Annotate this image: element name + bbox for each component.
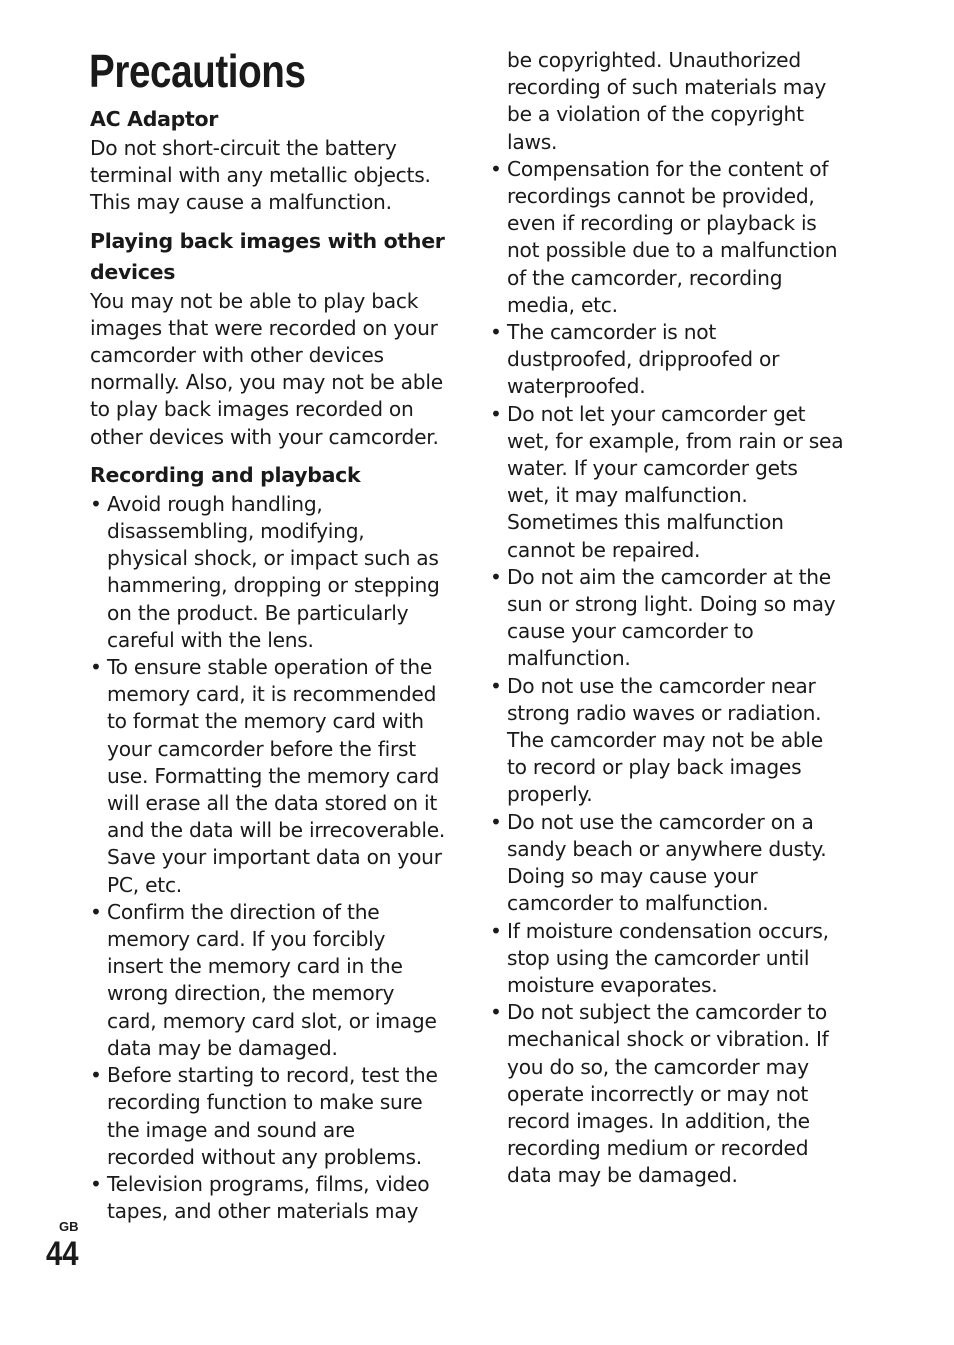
bullet-marker: • [490, 809, 502, 834]
region-label: GB [59, 1219, 79, 1234]
recording-bullet-list-continued [490, 156, 846, 1190]
list-item [490, 319, 846, 401]
list-item-text: Do not let your camcorder get wet, for example, from rain or sea water. If your camcorder gets wet, it may malfunction. Sometimes this malfunction cannot be repaired. [507, 401, 844, 562]
list-item [490, 673, 846, 809]
bullet-marker: • [90, 1063, 102, 1088]
ac-adaptor-text: Do not short-circuit the battery terminal with any metallic objects. This may cause a malfunction. [90, 136, 431, 215]
bullet-marker: • [490, 1000, 502, 1025]
list-item-text: Compensation for the content of recordings cannot be provided, even if recording or playback is not possible due to a malfunction of the camcorder, recording media, etc. [507, 156, 838, 317]
list-item [90, 654, 446, 899]
bullet-marker: • [490, 320, 502, 345]
bullet-marker: • [490, 564, 502, 589]
continued-item-text: be copyrighted. Unauthorized recording of such materials may be a violation of the copyright laws. [507, 48, 827, 154]
list-item-text: Do not use the camcorder on a sandy beach or anywhere dusty. Doing so may cause your camcorder to malfunction. [507, 809, 827, 916]
bullet-marker: • [90, 491, 102, 516]
list-item [490, 156, 846, 319]
recording-heading: Recording and playback [90, 462, 361, 487]
list-item-text: Before starting to record, test the recording function to make sure the image and sound are recorded without any problems. [107, 1063, 438, 1169]
bullet-marker: • [90, 899, 102, 924]
list-item-text: Avoid rough handling, disassembling, modifying, physical shock, or impact such as hammering, dropping or stepping on the product. Be particularly careful with the lens. [107, 491, 440, 652]
list-item [490, 564, 846, 673]
playing-back-text: You may not be able to play back images that were recorded on your camcorder with other devices normally. Also, you may not be able to play back images recorded on other devices with your camcorder. [90, 288, 443, 449]
right-column [490, 47, 846, 1190]
list-item [490, 999, 846, 1189]
list-item [90, 899, 446, 1062]
list-item [490, 918, 846, 1000]
bullet-marker: • [90, 1171, 102, 1196]
list-item [90, 491, 446, 654]
list-item [490, 809, 846, 918]
recording-bullet-list [90, 491, 446, 1225]
list-item-text: Do not use the camcorder near strong radio waves or radiation. The camcorder may not be able to record or play back images properly. [507, 673, 823, 807]
list-item [90, 1062, 446, 1171]
list-item-text: Confirm the direction of the memory card. If you forcibly insert the memory card in the wrong direction, the memory card, memory card slot, or image data may be damaged. [107, 899, 437, 1060]
playing-back-heading: Playing back images with other devices [90, 228, 445, 284]
ac-adaptor-heading: AC Adaptor [90, 107, 219, 131]
list-item-text: Do not aim the camcorder at the sun or strong light. Doing so may cause your camcorder to malfunction. [507, 564, 836, 671]
list-item [490, 401, 846, 564]
page-title: Precautions [89, 45, 306, 97]
bullet-marker: • [490, 156, 502, 181]
bullet-marker: • [490, 673, 502, 698]
list-item [90, 1171, 446, 1225]
list-item-text: To ensure stable operation of the memory card, it is recommended to format the memory card with your camcorder before the first use. Formatting the memory card will erase all the data stored on it and the data will be irrecoverable. Save your important data on your PC, etc. [107, 655, 446, 897]
left-column [90, 104, 446, 1225]
bullet-marker: • [490, 918, 502, 943]
list-item-text: The camcorder is not dustproofed, dripproofed or waterproofed. [507, 320, 780, 399]
bullet-marker: • [90, 655, 102, 680]
bullet-marker: • [490, 401, 502, 426]
list-item-text: Do not subject the camcorder to mechanical shock or vibration. If you do so, the camcorder may operate incorrectly or may not record images. In addition, the recording medium or recorded data may be damaged. [507, 1000, 829, 1188]
page-number: 44 [46, 1235, 79, 1273]
list-item-text: If moisture condensation occurs, stop using the camcorder until moisture evaporates. [507, 918, 829, 997]
list-item-text: Television programs, films, video tapes, and other materials may [107, 1171, 430, 1224]
